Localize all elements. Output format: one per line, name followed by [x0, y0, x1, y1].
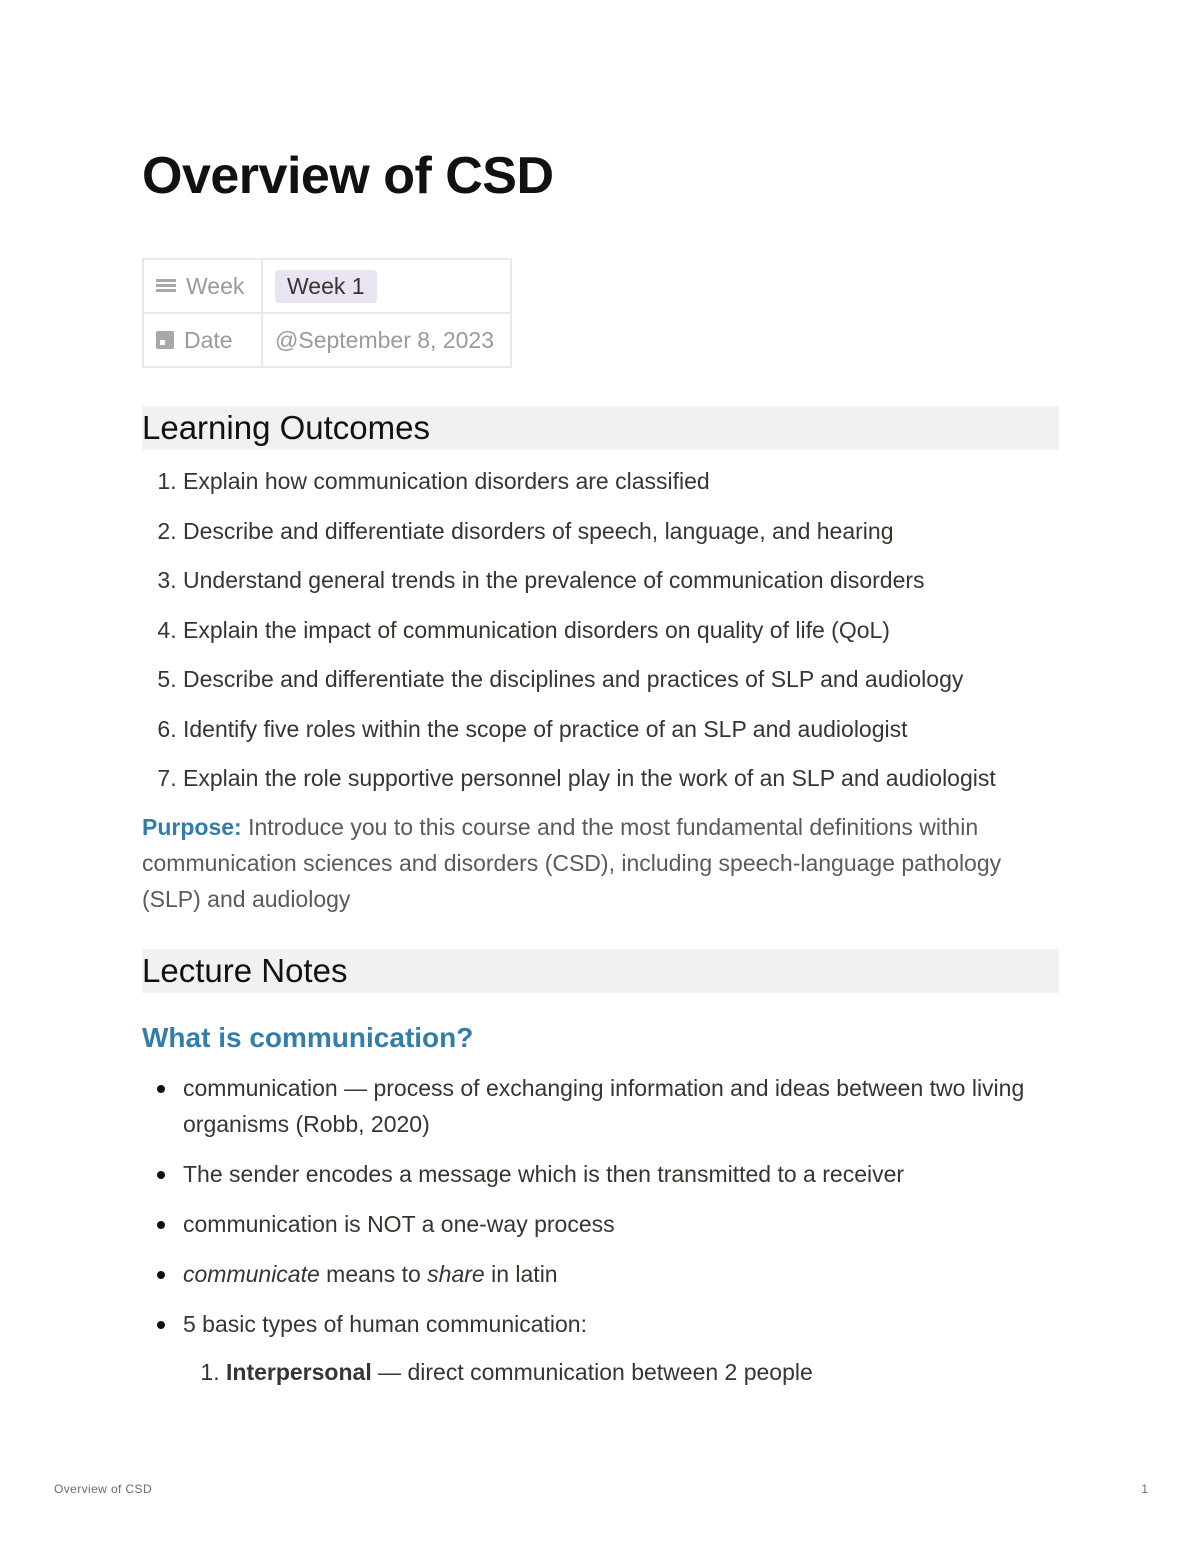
list-item: 2. Describe and differentiate disorders of speech, language, and hearing [183, 512, 1059, 562]
subheading-what-is-communication: What is communication? [142, 1022, 474, 1053]
week-tag[interactable]: Week 1 [275, 270, 377, 303]
list-item: 5. Describe and differentiate the disciplines and practices of SLP and audiology [183, 660, 1059, 710]
list-item: 6. Identify five roles within the scope of practice of an SLP and audiologist [183, 710, 1059, 760]
heading-learning-outcomes: Learning Outcomes [142, 406, 1059, 450]
list-item: communication is NOT a one-way process [183, 1206, 1059, 1242]
property-key: Date [184, 326, 233, 353]
list-item: The sender encodes a message which is then transmitted to a receiver [183, 1156, 1059, 1192]
learning-outcomes-list [142, 462, 1059, 809]
communication-types-list [183, 1354, 1059, 1390]
date-value[interactable]: @September 8, 2023 [275, 326, 494, 353]
properties-table [142, 258, 512, 368]
list-item: 1. Explain how communication disorders are classified [183, 462, 1059, 512]
heading-lecture-notes: Lecture Notes [142, 949, 1059, 993]
footer-page-number: 1 [1141, 1482, 1148, 1496]
notes-list [142, 1070, 1059, 1404]
list-item: 4. Explain the impact of communication disorders on quality of life (QoL) [183, 611, 1059, 661]
purpose-label: Purpose: [142, 814, 242, 840]
list-item: 1. Interpersonal — direct communication between 2 people [226, 1354, 1059, 1390]
footer-title: Overview of CSD [54, 1482, 153, 1496]
property-row-week [143, 259, 511, 313]
list-icon [156, 279, 176, 293]
list-item: 3. Understand general trends in the prevalence of communication disorders [183, 561, 1059, 611]
property-row-date [143, 313, 511, 367]
property-key: Week [186, 272, 245, 299]
calendar-icon [156, 331, 174, 349]
page-title: Overview of CSD [142, 147, 554, 205]
list-item: 7. Explain the role supportive personnel play in the work of an SLP and audiologist [183, 759, 1059, 809]
list-item: communicate means to share in latin [183, 1256, 1059, 1292]
list-item: 5 basic types of human communication: 1. Interpersonal — direct communication between 2 people [183, 1306, 1059, 1390]
purpose-text: Introduce you to this course and the most fundamental definitions within communication sciences and disorders (CSD), including speech-language pathology (SLP) and audiology [142, 814, 1002, 912]
list-item: communication — process of exchanging information and ideas between two living organisms (Robb, 2020) [183, 1070, 1059, 1142]
purpose-paragraph [142, 809, 1042, 917]
